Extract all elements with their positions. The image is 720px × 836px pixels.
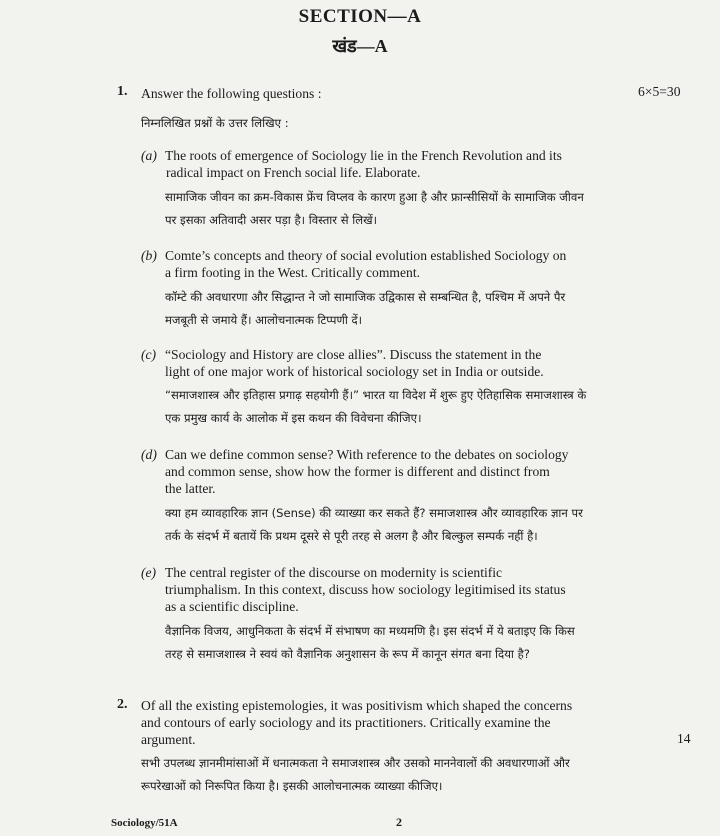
- section-title: SECTION—A: [298, 6, 422, 27]
- question-1-marks: 6×5=30: [638, 84, 681, 99]
- part-e-label: (e): [141, 565, 157, 580]
- page-number: 2: [396, 815, 402, 829]
- part-c-english: “Sociology and History are close allies”. Discuss the statement in the light of one major work of historical sociology set in India or outside.: [165, 347, 544, 379]
- question-2-marks: 14: [677, 731, 691, 746]
- section-title-hindi: खंड—A: [332, 36, 388, 56]
- question-1-number: 1.: [117, 84, 128, 99]
- part-b-label: (b): [141, 248, 157, 263]
- part-c-label: (c): [141, 347, 157, 362]
- part-a-hindi: सामाजिक जीवन का क्रम-विकास फ्रेंच विप्लव के कारण हुआ है और फ्रान्सीसियों के सामाजिक जीवन पर इसका अतिवादी असर पड़ा है। विस्तार से लिखें।: [165, 190, 584, 227]
- question-1-prompt-hindi: निम्नलिखित प्रश्नों के उत्तर लिखिए :: [141, 116, 289, 130]
- question-2-english: Of all the existing epistemologies, it was positivism which shaped the concerns and contours of early sociology and its practitioners. Critically examine the argument.: [141, 698, 573, 747]
- part-b-hindi: कॉम्टे की अवधारणा और सिद्धान्त ने जो सामाजिक उद्विकास से सम्बन्धित है, पश्चिम में अपने पैर मजबूती से जमाये हैं। आलोचनात्मक टिप्पणी दें।: [165, 290, 566, 327]
- part-a-label: (a): [141, 148, 157, 163]
- part-c-hindi: “समाजशास्त्र और इतिहास प्रगाढ़ सहयोगी हैं।” भारत या विदेश में शुरू हुए ऐतिहासिक समाजशास्त्र के एक प्रमुख कार्य के आलोक में इस कथन की विवेचना कीजिए।: [165, 388, 587, 425]
- part-d-english: Can we define common sense? With reference to the debates on sociology and common sense, show how the former is different and distinct from the latter.: [165, 447, 569, 496]
- part-b-english: Comte’s concepts and theory of social evolution established Sociology on a firm footing in the West. Critically comment.: [165, 248, 567, 280]
- question-1-prompt: Answer the following questions :: [141, 86, 322, 101]
- question-2-hindi: सभी उपलब्ध ज्ञानमीमांसाओं में धनात्मकता ने समाजशास्त्र और उसको माननेवालों की अवधारणाओं और रूपरेखाओं को निरूपित किया है। इसकी आलोचनात्मक व्याख्या कीजिए।: [141, 756, 570, 793]
- question-2-number: 2.: [117, 697, 128, 712]
- part-d-hindi: क्या हम व्यावहारिक ज्ञान (Sense) की व्याख्या कर सकते हैं? समाजशास्त्र और व्यावहारिक ज्ञान पर तर्क के संदर्भ में बतायें कि प्रथम दूसरे से पूरी तरह से अलग है और बिल्कुल सम्पर्क नहीं है।: [165, 506, 583, 543]
- part-d-label: (d): [141, 447, 157, 462]
- paper-code: Sociology/51A: [111, 817, 178, 829]
- part-e-hindi: वैज्ञानिक विजय, आधुनिकता के संदर्भ में संभाषण का मध्यमणि है। इस संदर्भ में ये बताइए कि किस तरह से समाजशास्त्र ने स्वयं को वैज्ञानिक अनुशासन के रूप में कानून संगत बना दिया है?: [165, 624, 575, 661]
- part-e-english: The central register of the discourse on modernity is scientific triumphalism. In this context, discuss how sociology legitimised its status as a scientific discipline.: [165, 565, 566, 614]
- part-a-english: The roots of emergence of Sociology lie in the French Revolution and its radical impact on French social life. Elaborate.: [165, 148, 562, 180]
